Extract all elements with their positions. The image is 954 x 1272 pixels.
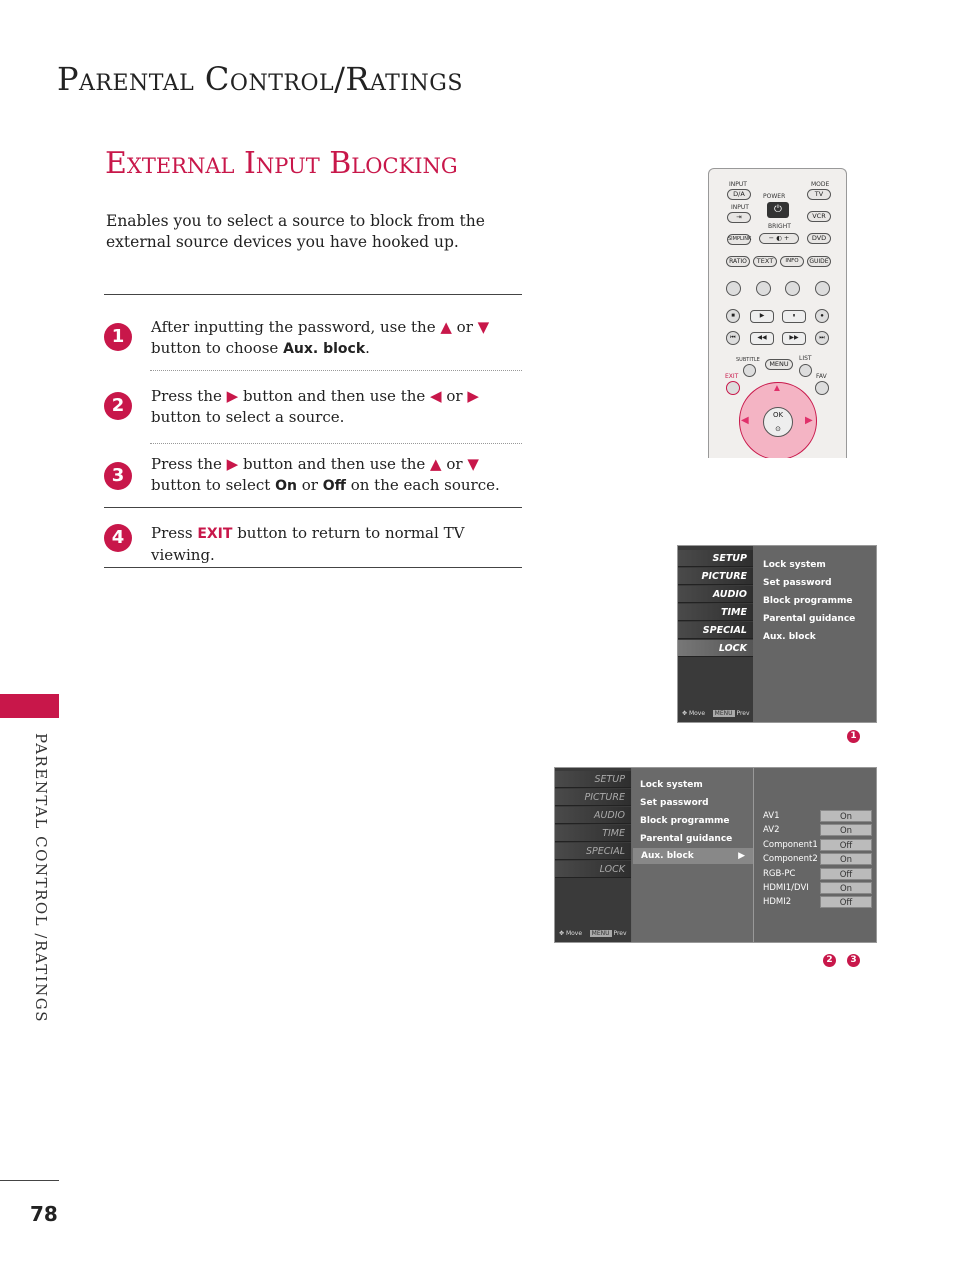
source-row-hdmi1-dvi[interactable]: HDMI1/DVI On (763, 882, 873, 896)
osd-option-block-programme[interactable]: Block programme (640, 816, 730, 826)
osd-menu-sidebar (678, 546, 753, 722)
osd-footer-prev: Prev (736, 710, 750, 717)
menu-button[interactable]: MENU (765, 359, 793, 370)
osd-options-panel (632, 768, 754, 942)
osd-item-time[interactable]: TIME (555, 825, 631, 842)
osd-footer: ✥ Move MENU Prev (559, 930, 627, 937)
source-row-hdmi2[interactable]: HDMI2 Off (763, 896, 873, 910)
osd-option-aux-block-selected[interactable] (633, 848, 753, 864)
input-label: INPUT (729, 181, 747, 188)
osd-lock-options (763, 556, 855, 646)
ratio-button[interactable]: RATIO (726, 256, 750, 267)
osd-option-set-password[interactable]: Set password (763, 578, 832, 588)
osd-option-parental-guidance[interactable]: Parental guidance (763, 614, 856, 624)
input-button[interactable]: ⇥ (727, 212, 751, 223)
footer-rule (0, 1180, 59, 1181)
fast-forward-icon[interactable]: ▶▶ (782, 332, 806, 345)
source-row-component1[interactable]: Component1 Off (763, 839, 873, 853)
osd-footer-prev: Prev (613, 930, 627, 937)
intro-text: Enables you to select a source to block from the external source devices you have hooked up. (106, 212, 485, 251)
remote-control (708, 168, 847, 458)
info-button[interactable]: INFO (780, 256, 804, 267)
subtitle-label: SUBTITLE (736, 357, 760, 363)
page-number: 78 (30, 1202, 58, 1226)
step-separator (150, 443, 522, 444)
osd-footer: ✥ Move MENU Prev (682, 710, 750, 717)
osd-item-picture[interactable]: PICTURE (555, 789, 631, 806)
vcr-button[interactable]: VCR (807, 211, 831, 222)
osd-item-lock[interactable]: LOCK (555, 861, 631, 878)
guide-button[interactable]: GUIDE (807, 256, 831, 267)
divider (104, 567, 522, 568)
osd-footer-menu: MENU (591, 930, 610, 937)
step-text: Press the ▶ button and then use the ◀ or ▶ button to select a source. (151, 387, 479, 426)
rewind-icon[interactable]: ◀◀ (750, 332, 774, 345)
osd-footer-move: Move (688, 710, 706, 717)
bright-control[interactable]: − ◐ + (759, 233, 799, 244)
figure-badge: 3 (847, 954, 860, 967)
figure-badge: 1 (847, 730, 860, 743)
input2-label: INPUT (731, 204, 749, 211)
osd-option-block-programme[interactable]: Block programme (763, 596, 853, 606)
skip-forward-icon[interactable]: ⏭ (815, 331, 829, 345)
osd-source-panel (755, 768, 876, 942)
divider (104, 507, 522, 508)
source-row-component2[interactable]: Component2 On (763, 853, 873, 867)
osd-item-setup[interactable]: SETUP (555, 771, 631, 788)
osd-option-aux-block[interactable]: Aux. block (763, 632, 816, 642)
fav-button[interactable] (815, 381, 829, 395)
power-label: POWER (763, 193, 786, 200)
osd-menu-lock (677, 545, 877, 723)
step-text: Press the ▶ button and then use the ▲ or ▼ button to select On or Off on the each source. (151, 455, 500, 494)
color-button[interactable] (756, 281, 771, 296)
step-number: 3 (104, 462, 132, 490)
pause-icon[interactable]: ⏸ (782, 310, 806, 323)
osd-option-label: Aux. block (641, 851, 694, 861)
ok-label: OK (772, 411, 784, 419)
osd-footer-menu: MENU (714, 710, 733, 717)
up-arrow-icon[interactable]: ▲ (772, 383, 782, 394)
mode-label: MODE (811, 181, 830, 188)
exit-label: EXIT (725, 373, 739, 380)
source-row-rgb-pc[interactable]: RGB-PC Off (763, 868, 873, 882)
page-header-title: Parental Control/Ratings (57, 60, 463, 98)
osd-lock-options (640, 776, 732, 848)
divider (104, 294, 522, 295)
osd-option-lock-system[interactable]: Lock system (640, 780, 703, 790)
list-button[interactable] (799, 364, 812, 377)
simplink-button[interactable]: SIMPLINK (727, 234, 751, 245)
step-number: 2 (104, 392, 132, 420)
source-row-av1[interactable]: AV1 On (763, 810, 873, 824)
fav-label: FAV (816, 373, 827, 380)
osd-item-lock[interactable]: LOCK (678, 640, 753, 657)
record-icon[interactable]: ● (815, 309, 829, 323)
sidebar-tab (0, 694, 59, 718)
osd-menu-sidebar (555, 768, 631, 942)
osd-item-audio[interactable]: AUDIO (678, 586, 753, 603)
source-row-av2[interactable]: AV2 On (763, 824, 873, 838)
right-arrow-icon[interactable]: ▶ (805, 415, 813, 426)
osd-option-parental-guidance[interactable]: Parental guidance (640, 834, 733, 844)
text-button[interactable]: TEXT (753, 256, 777, 267)
exit-button[interactable] (726, 381, 740, 395)
play-icon[interactable]: ▶ (750, 310, 774, 323)
sidebar-label: PARENTAL CONTROL /RATINGS (32, 733, 50, 1024)
ok-dot-icon: ⊙ (775, 425, 781, 433)
power-icon[interactable]: ⏻ (767, 202, 789, 218)
osd-menu-aux-block (554, 767, 877, 943)
right-arrow-icon: ▶ (738, 851, 745, 861)
section-title: External Input Blocking (105, 146, 458, 181)
step-number: 1 (104, 323, 132, 351)
osd-item-special[interactable]: SPECIAL (678, 622, 753, 639)
osd-item-special[interactable]: SPECIAL (555, 843, 631, 860)
color-button[interactable] (726, 281, 741, 296)
subtitle-button[interactable] (743, 364, 756, 377)
figure-badge: 2 (823, 954, 836, 967)
color-button[interactable] (815, 281, 830, 296)
osd-option-set-password[interactable]: Set password (640, 798, 709, 808)
tv-button[interactable]: TV (807, 189, 831, 200)
osd-item-setup[interactable]: SETUP (678, 550, 753, 567)
stop-icon[interactable]: ■ (726, 309, 740, 323)
step-text: Press EXIT button to return to normal TV viewing. (151, 524, 465, 564)
skip-back-icon[interactable]: ⏮ (726, 331, 740, 345)
step-separator (150, 370, 522, 371)
osd-item-picture[interactable]: PICTURE (678, 568, 753, 585)
osd-item-time[interactable]: TIME (678, 604, 753, 621)
list-label: LIST (799, 355, 812, 362)
dvd-button[interactable]: DVD (807, 233, 831, 244)
da-button[interactable]: D/A (727, 189, 751, 200)
left-arrow-icon[interactable]: ◀ (741, 415, 749, 426)
step-number: 4 (104, 524, 132, 552)
color-button[interactable] (785, 281, 800, 296)
osd-footer-move: Move (565, 930, 583, 937)
osd-option-lock-system[interactable]: Lock system (763, 560, 826, 570)
osd-item-audio[interactable]: AUDIO (555, 807, 631, 824)
ok-button[interactable] (763, 407, 793, 437)
bright-label: BRIGHT (768, 223, 791, 230)
step-text: After inputting the password, use the ▲ or ▼ button to choose Aux. block. (151, 318, 490, 357)
